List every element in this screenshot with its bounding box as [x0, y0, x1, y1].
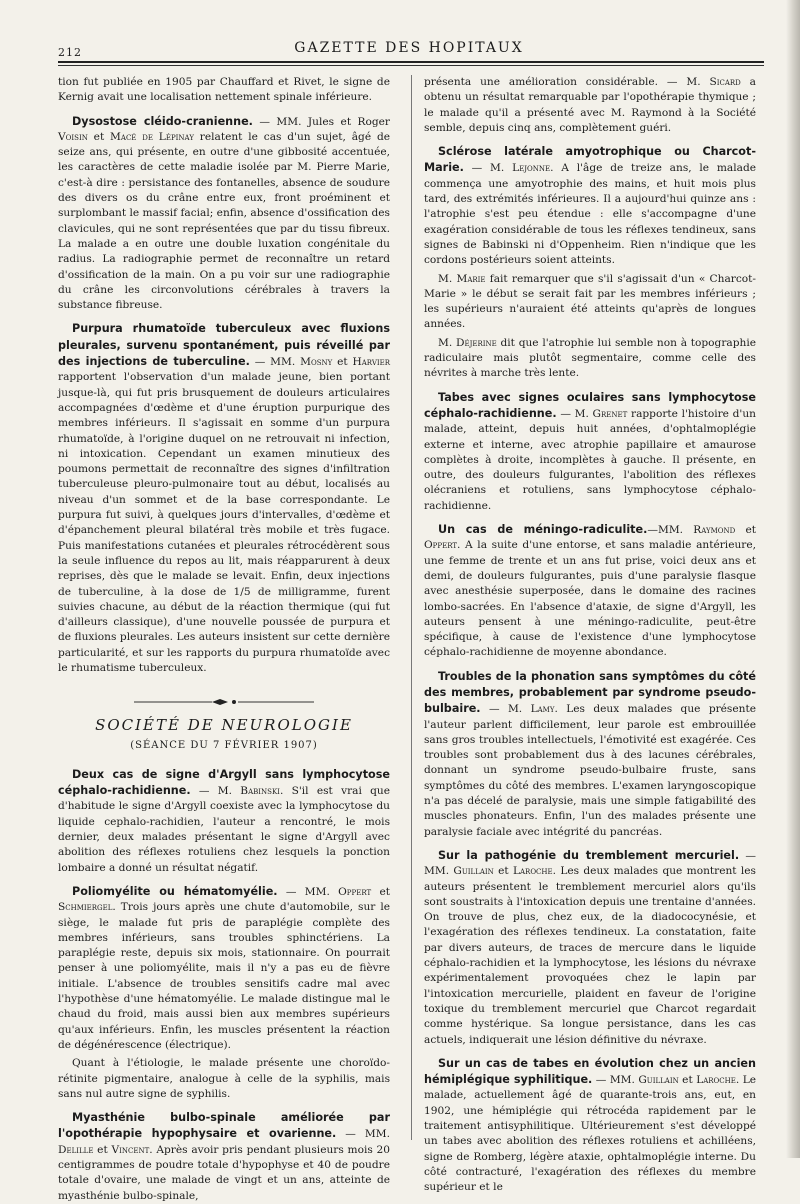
right-intro: présenta une amélioration considérable. — M. Sicard a obtenu un résultat remarquable par l'opothérapie thymique ; le malade qu'il a présenté avec M. Raymond à la Société semble, depuis cinq ans, complètement guéri. [424, 76, 756, 134]
article-body: . Le malade, actuellement âgé de quarante-trois ans, eut, en 1902, une hémiplégie qui rétrocéda rapidement par le traitement antisyphilitique. Ultérieurement s'est développé un tabes avec abolition des réflexes rotuliens et achilléens, signe de Romberg, légère ataxie, ophtalmoplégie interne. Du côté contracturé, l'exagération des réflexes du membre supérieur et le [424, 1074, 756, 1194]
author-name: Laroche [512, 865, 553, 878]
author-name: Grenet [592, 407, 628, 420]
page-number: 212 [58, 46, 82, 59]
author-name: Sicard [709, 76, 741, 88]
header-rule-thick [58, 61, 764, 63]
society-section-header [58, 698, 390, 753]
author-name: Vincent [111, 1143, 150, 1156]
author-name: Macé de Lépinay [110, 130, 194, 143]
author-name: Mosny [300, 356, 333, 369]
author-name: Lamy [530, 703, 555, 716]
article-heading: Sur un cas de tabes en évolution chez un ancien hémiplégique syphilitique. [424, 1056, 756, 1087]
article-heading: Sclérose latérale amyotrophique ou Charcot-Marie. [424, 145, 756, 175]
article-body: . Trois jours après une chute d'automobile, sur le siège, le malade fut pris de paraplégie complète des membres inférieurs, sans troubles sphinctériens. La paraplégie reste, depuis six mois, stationnaire. On pourrait penser à une poliomyélite, mais il n'y a pas eu de fièvre initiale. L'absence de troubles sensitifs cadre mal avec l'hypothèse d'une hématomyélie. Le malade distingue mal le chaud du froid, mais aussi bien aux membres supérieurs qu'aux inférieurs. Enfin, les muscles présentent la réaction de dégénérescence (électrique). [58, 901, 390, 1051]
author-name: Raymond [693, 524, 736, 537]
article-body: rapporte l'histoire d'un malade, atteint, depuis huit années, d'ophtalmoplégie externe et interne, avec atrophie papillaire et amaurose complètes à droite, incomplètes à gauche. Il présente, en outre, des douleurs fulgurantes, l'abolition des réflexes olécraniens et rotuliens, sans lymphocytose céphalo-rachidienne. [424, 407, 756, 512]
author-name: Lejonne [512, 162, 551, 175]
right-column [424, 75, 756, 1194]
article-heading: Poliomyélite ou hématomyélie. [72, 884, 278, 898]
header-rule-thin [58, 65, 764, 66]
author-name: Schmiergel [58, 901, 113, 914]
author-name: Guillain [638, 1074, 679, 1087]
article-body: . Les deux malades que présente l'auteur parlent difficilement, leur parole est embrouillée sans gros troubles intellectuels, l'émotivité est exagérée. Ces troubles sont probablement dus à des lacunes cérébrales, donnant un syndrome pseudo-bulbaire fruste, sans symptômes du côté des membres. L'examen laryngoscopique n'a pas décelé de paralysie, mais une simple fatigabilité des muscles phonateurs. Enfin, l'un des malades présente une paralysie faciale avec intégrité du pancréas. [424, 703, 756, 838]
article-heading: Dysostose cléido-cranienne. [72, 114, 253, 128]
article-body: . Les deux malades que montrent les auteurs présentent le tremblement mercuriel alors qu'ils sont soustraits à l'intoxication depuis une trentaine d'années. On trouve de plus, chez eux, de la diadococynésie, et l'exagération des réflexes tendineux. La constatation, faite par divers auteurs, de traces de mercure dans le liquide céphalo-rachidien et la lymphocytose, les lésions du névraxe expérimentalement provoquées chez le lapin par l'intoxication mercurielle, plaident en faveur de l'origine toxique du tremblement mercuriel que Charcot regardait comme hystérique. Sa longue persistance, dans les cas actuels, indiquerait une lésion définitive du névraxe. [424, 865, 756, 1046]
article-heading: Un cas de méningo-radiculite. [438, 523, 648, 537]
author-name: Babinski [240, 785, 280, 798]
article-meningo-radiculite: Un cas de méningo-radiculite.—MM. Raymond et Oppert. A la suite d'une entorse, et sans maladie antérieure, une femme de trente et un ans fut prise, voici deux ans et demi, de douleurs fulgurantes, puis d'une paralysie flasque avec anesthésie superposée, dans le domaine des racines lombo-sacrées. En l'absence d'ataxie, de signe d'Argyll, les auteurs pensent à une méningo-radiculite, peut-être spécifique, à cause de l'existence d'une lymphocytose céphalo-rachidienne de moyenne abondance. [424, 523, 756, 659]
author-name: Delille [58, 1143, 94, 1156]
article-body: . Après avoir pris pendant plusieurs mois 20 centigrammes de poudre totale d'hypophyse et 40 de poudre totale d'ovaire, une malade de vingt et un ans, atteinte de myasthénie bulbo-spinale, [58, 1143, 390, 1202]
article-body: . A la suite d'une entorse, et sans maladie antérieure, une femme de trente et un ans fut prise, voici deux ans et demi, de douleurs fulgurantes, puis d'une paralysie flasque avec anesthésie superposée, dans le domaine des racines lombo-sacrées. En l'absence d'ataxie, de signe d'Argyll, les auteurs pensent à une méningo-radiculite, peut-être spécifique, à cause de l'existence d'une lymphocytose céphalo-rachidienne de moyenne abondance. [424, 539, 756, 659]
article-dysostose: Dysostose cléido-cranienne. — MM. Jules et Roger Voisin et Macé de Lépinay relatent le cas d'un sujet, âgé de seize ans, qui présente, en outre d'une gibbosité accentuée, les caractères de cette maladie isolée par M. Pierre Marie, c'est-à dire : persistance des fontanelles, absence de soudure des divers os du crâne entre eux, front proéminent et surplombant le massif facial; enfin, absence d'ossification des clavicules, qui ne sont représentées que par du tissu fibreux. La malade a en outre une double luxation congénitale du radius. La radiographie permet de reconnaître un retard d'ossification de la main. On a pu voir sur une radiographie du crâne les circonvolutions cérébrales à travers la substance fibreuse. [58, 114, 390, 312]
article-tabes-hemiplegique: Sur un cas de tabes en évolution chez un ancien hémiplégique syphilitique. — MM. Guillain et Laroche. Le malade, actuellement âgé de quarante-trois ans, eut, en 1902, une hémiplégie qui rétrocéda rapidement par le traitement antisyphilitique. Ultérieurement s'est développé un tabes avec abolition des réflexes rotuliens et achilléens, signe de Romberg, légère ataxie, ophtalmoplégie interne. Du côté contracturé, l'exagération des réflexes du membre supérieur et le [424, 1056, 756, 1194]
article-tabes-oculaires: Tabes avec signes oculaires sans lymphocytose céphalo-rachidienne. — M. Grenet rapporte l'histoire d'un malade, atteint, depuis huit années, d'ophtalmoplégie externe et interne, avec atrophie papillaire et amaurose complètes à droite, incomplètes à gauche. Il présente, en outre, des douleurs fulgurantes, l'abolition des réflexes olécraniens et rotuliens, sans lymphocytose céphalo-rachidienne. [424, 390, 756, 512]
author-name: Marie [456, 272, 486, 285]
article-body: relatent le cas d'un sujet, âgé de seize ans, qui présente, en outre d'une gibbosité accentuée, les caractères de cette maladie isolée par M. Pierre Marie, c'est-à dire : persistance des fontanelles, absence de soudure des divers os du crâne entre eux, front proéminent et surplombant le massif facial; enfin, absence d'ossification des clavicules, qui ne sont représentées que par du tissu fibreux. La malade a en outre une double luxation congénitale du radius. La radiographie permet de reconnaître un retard d'ossification de la main. On a pu voir sur une radiographie du crâne les circonvolutions cérébrales à travers la substance fibreuse. [58, 130, 390, 312]
article-heading: Purpura rhumatoïde tuberculeux avec fluxions pleurales, survenu spontanément, puis réveillé par des injections de tuberculine. [58, 322, 390, 369]
session-date: (SÉANCE DU 7 FÉVRIER 1907) [130, 739, 318, 751]
article-poliomyelite: Poliomyélite ou hématomyélie. — MM. Oppert et Schmiergel. Trois jours après une chute d'automobile, sur le siège, le malade fut pris de paraplégie complète des membres inférieurs, sans troubles sphinctériens. La paraplégie reste, depuis six mois, stationnaire. On pourrait penser à une poliomyélite, mais il n'y a pas eu de fièvre initiale. L'absence de troubles sensitifs cadre mal avec l'hypothèse d'une hématomyélie. Le malade distingue mal le chaud du froid, mais aussi bien aux membres supérieurs qu'aux inférieurs. Enfin, les muscles présentent la réaction de dégénérescence (électrique). Quant à l'étiologie, le malade présente une choroïdo-rétinite pigmentaire, analogue à celle de la syphilis, mais sans nul autre signe de syphilis. [58, 884, 390, 1102]
article-heading: Tabes avec signes oculaires sans lymphocytose céphalo-rachidienne. [424, 390, 756, 420]
article-body-continued: Quant à l'étiologie, le malade présente une choroïdo-rétinite pigmentaire, analogue à celle de la syphilis, mais sans nul autre signe de syphilis. [58, 1057, 390, 1100]
article-body: . S'il est vrai que d'habitude le signe d'Argyll coexiste avec la lymphocytose du liquide cephalo-rachidien, l'auteur a rencontré, le mois dernier, deux malades présentant le signe d'Argyll avec abolition des réflexes rotuliens chez lesquels la ponction lombaire a donné un résultat négatif. [58, 785, 390, 874]
author-name: Voisin [58, 130, 88, 143]
article-heading: Deux cas de signe d'Argyll sans lymphocytose céphalo-rachidienne. [58, 767, 390, 798]
author-name: Guillain [453, 865, 494, 878]
journal-title: GAZETTE DES HOPITAUX [294, 40, 524, 56]
left-column [58, 75, 391, 1202]
article-heading: Myasthénie bulbo-spinale améliorée par l'opothérapie hypophysaire et ovarienne. [58, 1111, 390, 1141]
article-myasthenie: Myasthénie bulbo-spinale améliorée par l'opothérapie hypophysaire et ovarienne. — MM. Delille et Vincent. Après avoir pris pendant plusieurs mois 20 centigrammes de poudre totale d'hypophyse et 40 de poudre totale d'ovaire, une malade de vingt et un ans, atteinte de myasthénie bulbo-spinale, [58, 1111, 390, 1202]
article-tremblement: Sur la pathogénie du tremblement mercuriel. — MM. Guillain et Laroche. Les deux malades que montrent les auteurs présentent le tremblement mercuriel alors qu'ils sont soustraits à l'intoxication depuis une trentaine d'années. On trouve de plus, chez eux, de la diadococynésie, et l'exagération des réflexes tendineux. La constatation, faite par divers auteurs, de traces de mercure dans le liquide céphalo-rachidien et la lymphocytose, les lésions du névraxe expérimentalement provoquées chez le lapin par l'intoxication mercurielle, plaident en faveur de l'origine toxique du tremblement mercuriel que Charcot regardait comme hystérique. Sa longue persistance, dans les cas actuels, indiquerait une lésion définitive du névraxe. [424, 848, 756, 1046]
article-body: . A l'âge de treize ans, le malade commença une amyotrophie des mains, et huit mois plus tard, des extrémités inférieures. Il a aujourd'hui quinze ans : l'atrophie s'est peu étendue : elle s'accompagne d'une exagération considérable de tous les réflexes tendineux, sans signes de Babinski ni d'Oppenheim. Rien n'indique que les cordons postérieurs soient atteints. [424, 162, 756, 267]
society-title: SOCIÉTÉ DE NEUROLOGIE [95, 716, 353, 735]
left-intro: tion fut publiée en 1905 par Chauffard et Rivet, le signe de Kernig avait une localisation nettement spinale inférieure. [58, 76, 390, 104]
author-name: Déjerine [455, 336, 497, 349]
page-edge-shadow [786, 0, 800, 1158]
page-header [58, 40, 760, 60]
article-phonation: Troubles de la phonation sans symptômes du côté des membres, probablement par syndrome pseudo-bulbaire. — M. Lamy. Les deux malades que présente l'auteur parlent difficilement, leur parole est embrouillée sans gros troubles intellectuels, l'émotivité est exagérée. Ces troubles sont probablement dus à des lacunes cérébrales, donnant un syndrome pseudo-bulbaire fruste, sans symptômes du côté des membres. L'examen laryngoscopique n'a pas décelé de paralysie, mais une simple fatigabilité des muscles phonateurs. Enfin, l'un des malades présente une paralysie faciale avec intégrité du pancréas. [424, 669, 756, 838]
article-heading: Sur la pathogénie du tremblement mercuriel. [438, 848, 740, 862]
article-purpura: Purpura rhumatoïde tuberculeux avec fluxions pleurales, survenu spontanément, puis réveillé par des injections de tuberculine. — MM. Mosny et Harvier rapportent l'observation d'un malade jeune, bien portant jusque-là, qui fut pris brusquement de douleurs articulaires accompagnées d'œdème et d'une éruption purpurique des membres inférieurs. Il s'agissait en somme d'un purpura rhumatoïde, à l'origine duquel on ne retrouvait ni infection, ni intoxication. Cependant un examen minutieux des poumons permettait de reconnaître des signes d'infiltration tuberculeuse pleuro-pulmonaire tout au début, localisés au niveau d'un sommet et de la base correspondante. Le purpura fut suivi, à quelques jours d'intervalles, d'œdème et d'épanchement pleural bilatéral très mobile et très fugace. Puis manifestations cutanées et pleurales rétrocédèrent sous la seule influence du repos au lit, mais réapparurent à deux reprises, dès que le malade se levait. Enfin, deux injections de tuberculine, à la dose de 1/5 de milligramme, furent suivies chacune, au début de la réaction thermique (qui fut d'ailleurs classique), d'une nouvelle poussée de purpura et de fluxions pleurales. Les auteurs insistent sur cette dernière particularité, et sur les rapports du purpura rhumatoïde avec le rhumatisme tuberculeux. [58, 322, 391, 674]
article-sclerose: Sclérose latérale amyotrophique ou Charcot-Marie. — M. Lejonne. A l'âge de treize ans, le malade commença une amyotrophie des mains, et huit mois plus tard, des extrémités inférieures. Il a aujourd'hui quinze ans : l'atrophie s'est peu étendue : elle s'accompagne d'une exagération considérable de tous les réflexes tendineux, sans signes de Babinski ni d'Oppenheim. Rien n'indique que les cordons postérieurs soient atteints. M. Marie fait remarquer que s'il s'agissait d'un « Charcot-Marie » le début se serait fait par les membres inférieurs ; les supérieurs n'auraient été atteints qu'après de longues années. M. Déjerine dit que l'atrophie lui semble non à topographie radiculaire mais plutôt segmentaire, comme celle des névrites à marche très lente. [424, 145, 756, 380]
author-name: Oppert [338, 885, 372, 898]
article-heading: Troubles de la phonation sans symptômes du côté des membres, probablement par syndrome pseudo-bulbaire. [424, 669, 756, 716]
ornament-divider [124, 698, 324, 706]
column-divider [411, 75, 412, 1140]
author-name: Harvier [352, 356, 391, 369]
author-name: Laroche [696, 1074, 736, 1087]
author-name: Oppert [424, 539, 458, 552]
article-argyll: Deux cas de signe d'Argyll sans lymphocytose céphalo-rachidienne. — M. Babinski. S'il est vrai que d'habitude le signe d'Argyll coexiste avec la lymphocytose du liquide cephalo-rachidien, l'auteur a rencontré, le mois dernier, deux malades présentant le signe d'Argyll avec abolition des réflexes rotuliens chez lesquels la ponction lombaire a donné un résultat négatif. [58, 767, 390, 874]
article-body: rapportent l'observation d'un malade jeune, bien portant jusque-là, qui fut pris brusquement de douleurs articulaires accompagnées d'œdème et d'une éruption purpurique des membres inférieurs. Il s'agissait en somme d'un purpura rhumatoïde, à l'origine duquel on ne retrouvait ni infection, ni intoxication. Cependant un examen minutieux des poumons permettait de reconnaître des signes d'infiltration tuberculeuse pleuro-pulmonaire tout au début, localisés au niveau d'un sommet et de la base correspondante. Le purpura fut suivi, à quelques jours d'intervalles, d'œdème et d'épanchement pleural bilatéral très mobile et très fugace. Puis manifestations cutanées et pleurales rétrocédèrent sous la seule influence du repos au lit, mais réapparurent à deux reprises, dès que le malade se levait. Enfin, deux injections de tuberculine, à la dose de 1/5 de milligramme, furent suivies chacune, au début de la réaction thermique (qui fut d'ailleurs classique), d'une nouvelle poussée de purpura et de fluxions pleurales. Les auteurs insistent sur cette dernière particularité, et sur les rapports du purpura rhumatoïde avec le rhumatisme tuberculeux. [58, 371, 390, 674]
